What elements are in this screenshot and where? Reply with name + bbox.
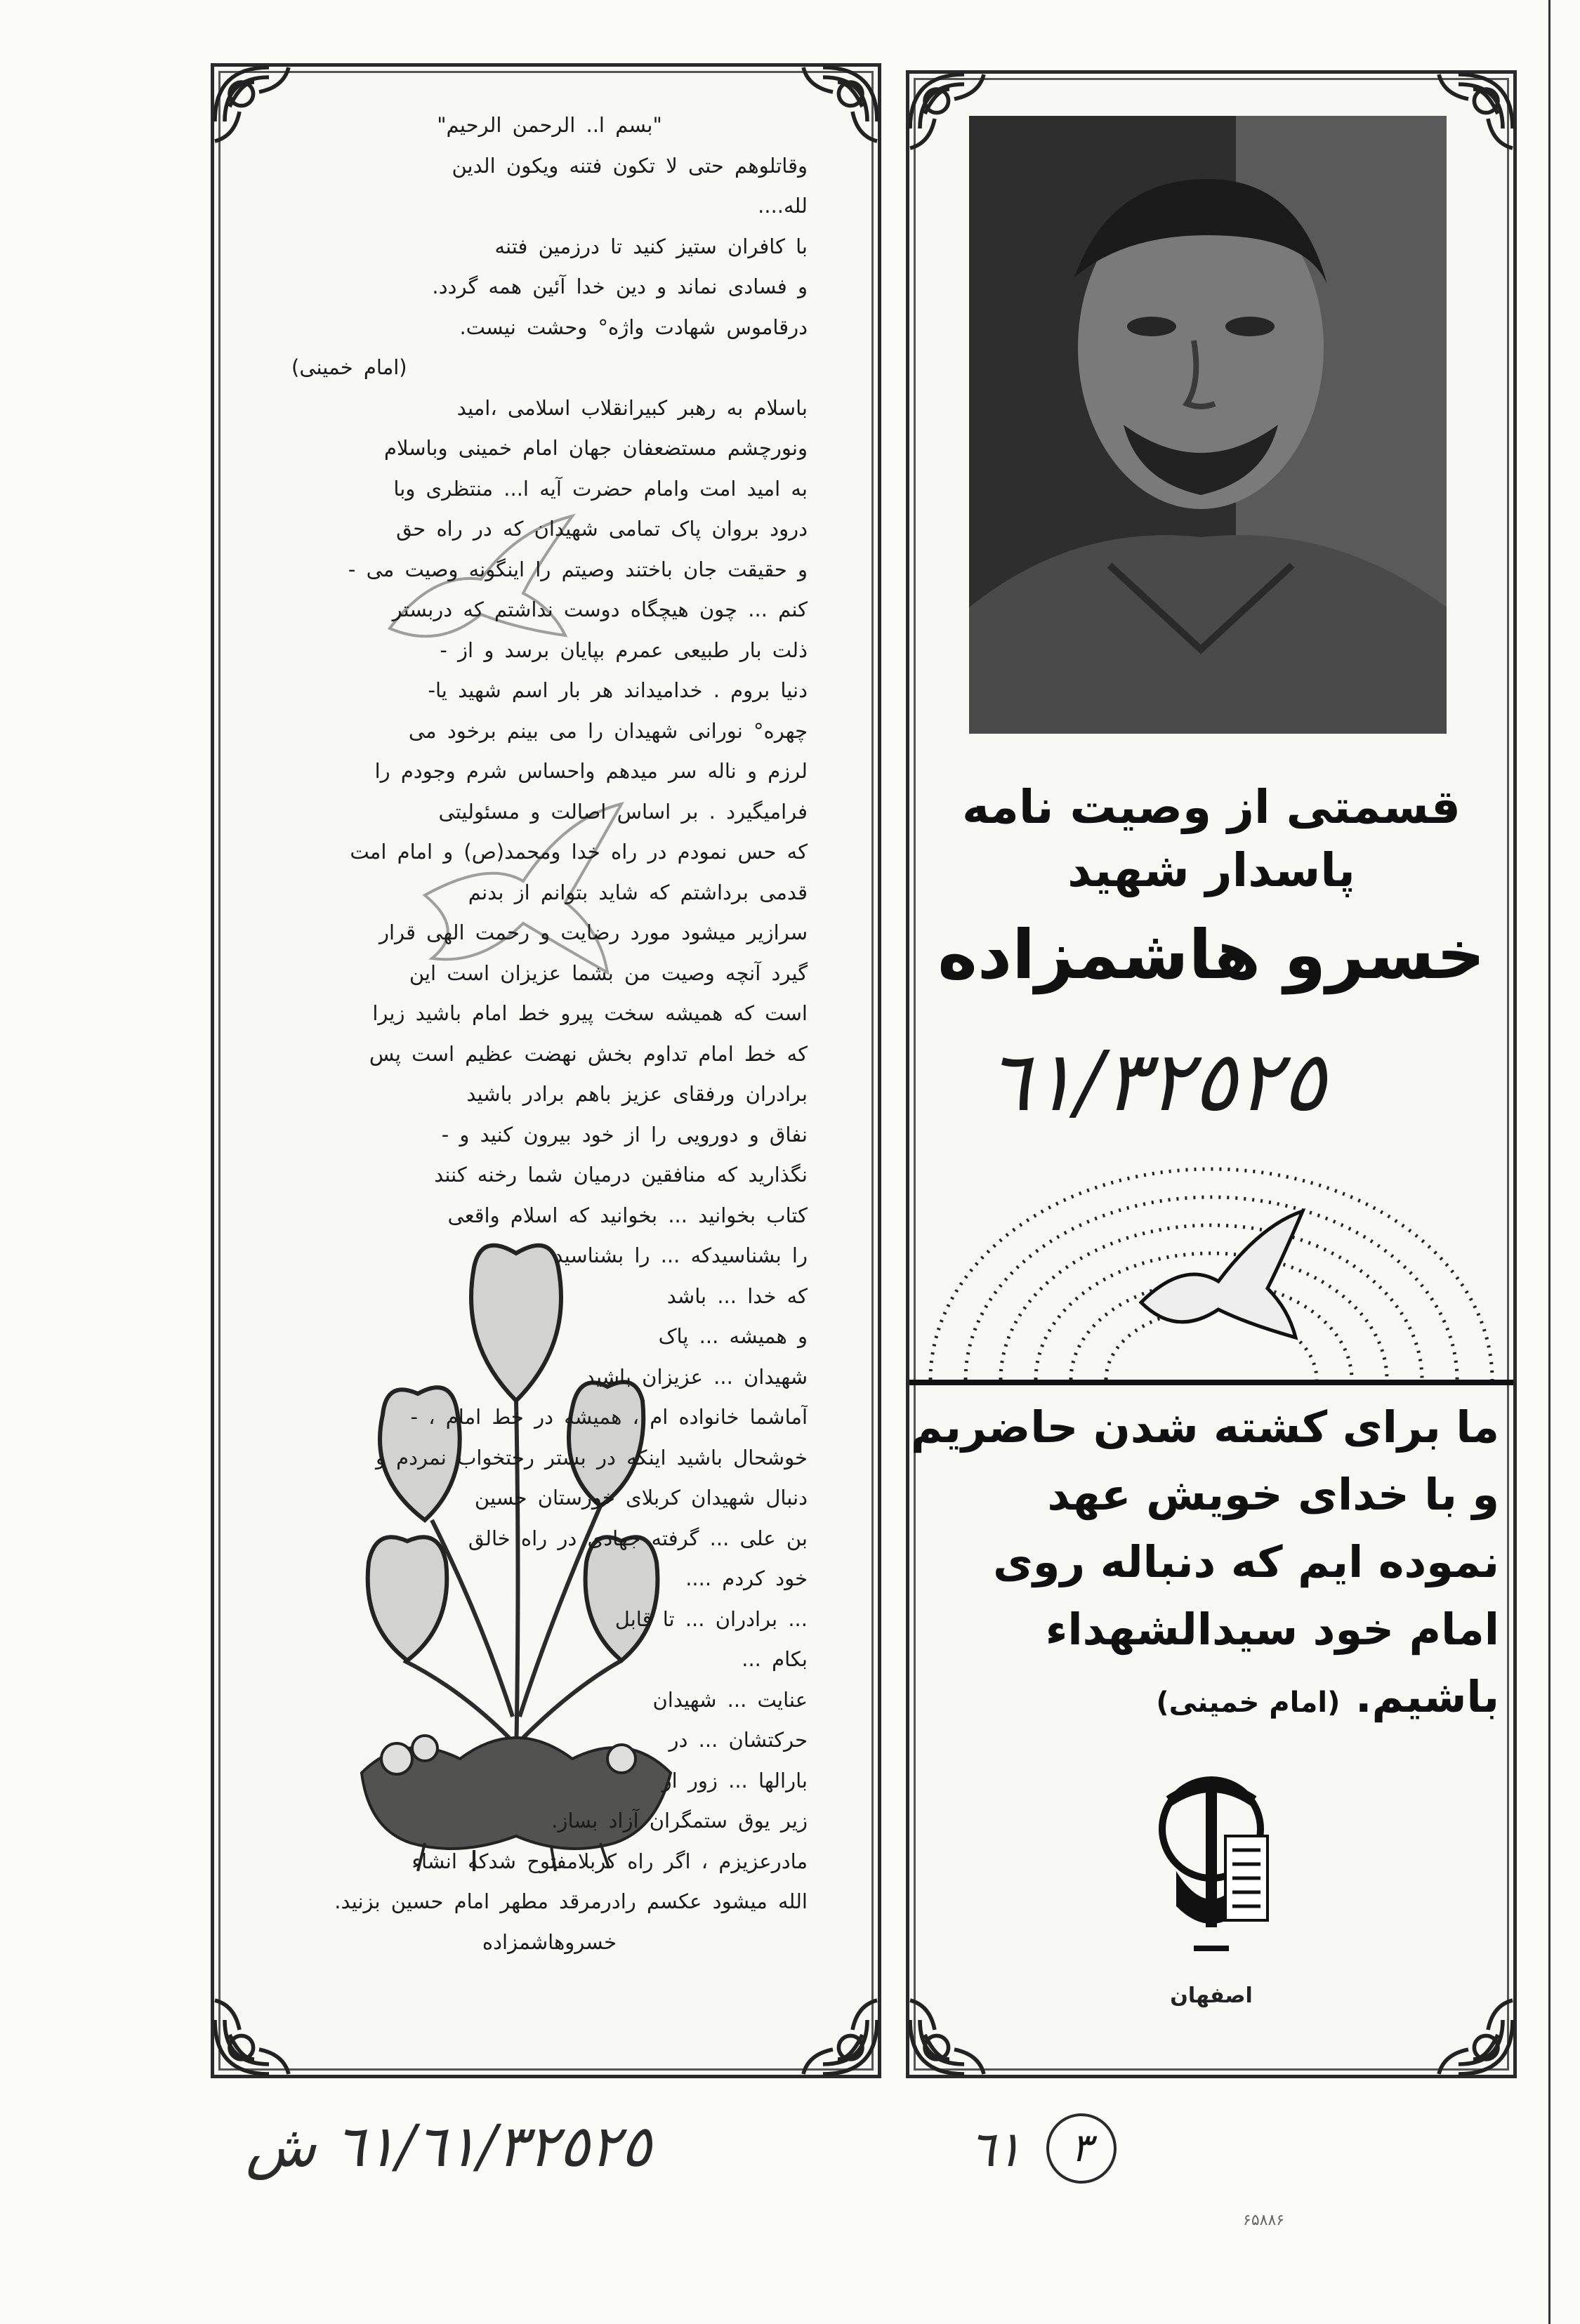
text-line: کنم ... چون هیچگاه دوست نداشتم که دربستر — [392, 597, 808, 621]
text-line: سرازیر میشود مورد رضایت و رحمت الهی قرار — [379, 920, 808, 944]
text-line: حرکتشان ... در — [669, 1728, 808, 1752]
martyr-info-panel — [906, 70, 1517, 2078]
text-line: گیرد آنچه وصیت من بشما عزیزان است این — [409, 960, 808, 985]
text-line: آماشما خانواده ام ، همیشه در خط امام ، - — [410, 1405, 808, 1429]
text-line: مادرعزیزم ، اگر راه کربلامفتوح شدکه انشاء — [412, 1849, 808, 1873]
testament-text — [291, 105, 808, 1962]
text-line: چهره° نورانی شهیدان را می بینم برخود می — [408, 718, 808, 743]
martyr-name: خسرو هاشمزاده — [937, 916, 1485, 994]
testament-text-panel — [211, 63, 881, 2078]
text-line: خود کردم .... — [685, 1566, 808, 1590]
text-line: درود بروان پاک تمامی شهیدان که در راه حق — [396, 517, 808, 541]
corner-ornament-icon — [210, 1981, 308, 2079]
handwritten-number: ٦١/٣٢٥٢٥ — [987, 1033, 1326, 1130]
text-line: فرامیگیرد . بر اساس اصالت و مسئولیتی — [438, 799, 808, 824]
text-line: که خدا ... باشد — [666, 1283, 808, 1308]
text-line: عنایت ... شهیدان — [652, 1687, 808, 1712]
text-line: (امام خمینی) — [291, 355, 407, 379]
text-line: باسلام به رهبر کبیرانقلاب اسلامی ،امید — [456, 395, 808, 420]
text-line: است که همیشه سخت پیرو خط امام باشید زیرا — [372, 1001, 808, 1025]
text-line: "بسم ا.. الرحمن الرحیم" — [437, 113, 662, 137]
stamp-mark: ۶۵۸۸۶ — [1243, 2212, 1285, 2229]
text-line: دنبال شهیدان کربلای خوزستان حسین — [474, 1486, 808, 1510]
text-line: لله.... — [758, 194, 808, 218]
text-line: و همیشه ... پاک — [658, 1324, 808, 1348]
quote-line: امام خود سیدالشهداء — [1045, 1604, 1499, 1655]
signature-line: خسروهاشمزاده — [482, 1929, 617, 1954]
scan-edge-line — [1548, 0, 1551, 2324]
text-line: درقاموس شهادت واژه° وحشت نیست. — [459, 315, 808, 339]
city-label: اصفهان — [1170, 1983, 1253, 2008]
quote-line: ما برای کشته شدن حاضریم — [910, 1401, 1499, 1453]
text-line: بکام ... — [742, 1647, 808, 1671]
text-line: ذلت بار طبیعی عمرم بپایان برسد و از - — [440, 638, 808, 662]
quote-source: (امام خمینی) — [1156, 1686, 1341, 1719]
handwritten-archive-code: ٦١/٦١/٣٢٥٢٥ ش — [246, 2113, 652, 2180]
text-line: به امید امت وامام حضرت آیه ا... منتظری وبا — [393, 476, 808, 501]
khomeini-quote — [910, 1394, 1499, 1736]
text-line: لرزم و ناله سر میدهم واحساس شرم وجودم را — [374, 759, 808, 783]
text-line: الله میشود عکسم رادرمرقد مطهر امام حسین بزنید. — [334, 1889, 808, 1913]
text-line: دنیا بروم . خدامیداند هر بار اسم شهید یا- — [428, 678, 808, 702]
quote-line: و با خدای خویش عهد — [1047, 1469, 1499, 1520]
text-line: خوشحال باشید اینکه در بستر رختخواب نمردم و — [375, 1445, 808, 1470]
quote-line: نموده ایم که دنباله روی — [993, 1536, 1499, 1587]
quote-line: باشیم. — [1355, 1671, 1499, 1722]
text-line: وقاتلوهم حتی لا تکون فتنه ویکون الدین — [452, 153, 808, 178]
text-line: بارالها ... زور از — [661, 1768, 808, 1792]
text-line: که خط امام تداوم بخش نهضت عظیم است پس — [369, 1041, 808, 1066]
martyr-portrait-photo — [969, 116, 1447, 734]
text-line: نفاق و دورویی را از خود بیرون کنید و - — [441, 1122, 808, 1147]
text-line: و حقیقت جان باختند وصیتم را اینگونه وصیت می - — [348, 557, 808, 581]
title-line: قسمتی از وصیت نامه — [962, 780, 1461, 834]
text-line: شهیدان ... عزیزان باشید — [585, 1364, 808, 1389]
handwritten-page-number: ٦١ — [969, 2120, 1022, 2178]
subtitle-line: پاسدار شهید — [1067, 843, 1355, 897]
text-line: ... برادران ... تا قابل — [614, 1606, 808, 1631]
text-line: با کافران ستیز کنید تا درزمین فتنه — [494, 234, 808, 258]
text-line: و فسادی نماند و دین خدا آئین همه گردد. — [432, 275, 808, 298]
text-line: کتاب بخوانید ... بخوانید که اسلام واقعی — [447, 1203, 808, 1227]
text-line: قدمی برداشتم که شاید بتوانم از بدنم — [468, 880, 808, 904]
text-line: برادران ورفقای عزیز باهم برادر باشید — [466, 1082, 808, 1106]
text-line: که حس نمودم در راه خدا ومحمد(ص) و امام امت — [350, 840, 808, 864]
text-line: را بشناسیدکه ... را بشناسید — [553, 1243, 808, 1267]
text-line: بن علی ... گرفته جهادی در راه خالق — [468, 1526, 808, 1550]
title-block — [937, 776, 1485, 1008]
corner-ornament-icon — [784, 1981, 882, 2079]
text-line: زیر یوق ستمگران آزاد بساز. — [551, 1809, 808, 1833]
irgc-emblem-icon — [1141, 1759, 1282, 1969]
arch-with-dove-icon — [909, 1148, 1513, 1387]
text-line: نگذارید که منافقین درمیان شما رخنه کنند — [434, 1163, 808, 1187]
text-line: ونورچشم مستضعفان جهان امام خمینی وباسلام — [384, 436, 808, 460]
circled-number: ٣ — [1046, 2113, 1117, 2184]
